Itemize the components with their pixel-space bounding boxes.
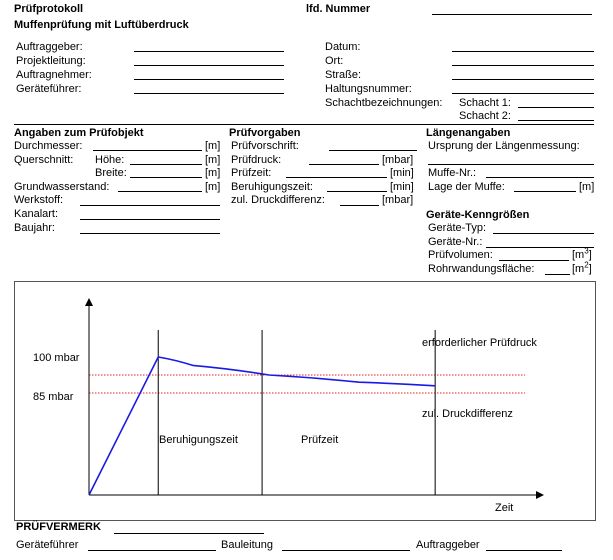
- operator-field[interactable]: [134, 93, 284, 94]
- sleeve-no-field[interactable]: [486, 177, 594, 178]
- place-label: Ort:: [325, 55, 344, 67]
- shaft1-label: Schacht 1:: [459, 97, 511, 109]
- operator-label: Geräteführer:: [16, 83, 82, 95]
- material-label: Werkstoff:: [14, 194, 64, 206]
- test-specs-heading: Prüfvorgaben: [229, 127, 301, 139]
- shaft1-field[interactable]: [518, 107, 594, 108]
- footer-client-label: Auftraggeber: [416, 539, 480, 551]
- pipe-area-field[interactable]: [545, 274, 570, 275]
- project-lead-field[interactable]: [134, 65, 284, 66]
- diameter-field[interactable]: [93, 150, 202, 151]
- duration-label: Prüfzeit:: [231, 167, 272, 179]
- device-number-field[interactable]: [486, 247, 594, 248]
- sleeve-position-unit: [m]: [579, 181, 595, 193]
- footer-site-field[interactable]: [282, 550, 410, 551]
- settle-time-field[interactable]: [327, 191, 387, 192]
- build-year-label: Baujahr:: [14, 222, 55, 234]
- date-label: Datum:: [325, 41, 361, 53]
- channel-type-label: Kanalart:: [14, 208, 59, 220]
- object-heading: Angaben zum Prüfobjekt: [14, 127, 144, 139]
- origin-label: Ursprung der Längenmessung:: [428, 140, 580, 152]
- pressure-unit: [mbar]: [382, 154, 414, 166]
- pipe-area-unit: $[m^2]$: [572, 260, 592, 275]
- regulation-label: Prüfvorschrift:: [231, 140, 299, 152]
- required-pressure-annotation: erforderlicher Prüfdruck: [422, 337, 537, 349]
- groundwater-label: Grundwasserstand:: [14, 181, 110, 193]
- ref-line-label-100: 100 mbar: [33, 352, 80, 364]
- build-year-field[interactable]: [80, 233, 220, 234]
- groundwater-field[interactable]: [118, 191, 202, 192]
- pressure-field[interactable]: [309, 164, 379, 165]
- groundwater-unit: [m]: [205, 181, 221, 193]
- pipe-area-label: Rohrwandungsfläche:: [428, 263, 535, 275]
- allowed-diff-unit: [mbar]: [382, 194, 414, 206]
- width-label: Breite:: [95, 167, 127, 179]
- section-number-field[interactable]: [452, 93, 594, 94]
- settle-phase-label: Beruhigungszeit: [159, 434, 238, 446]
- width-unit: [m]: [205, 167, 221, 179]
- diameter-label: Durchmesser:: [14, 140, 83, 152]
- ref-line-label-85: 85 mbar: [33, 391, 74, 403]
- origin-field[interactable]: [428, 164, 594, 165]
- street-field[interactable]: [452, 79, 594, 80]
- volume-unit: $[m^3]$: [572, 246, 592, 261]
- sleeve-position-field[interactable]: [514, 191, 576, 192]
- project-lead-label: Projektleitung:: [16, 55, 86, 67]
- sleeve-position-label: Lage der Muffe:: [428, 181, 505, 193]
- footer-operator-label: Geräteführer: [16, 539, 79, 551]
- section-number-label: Haltungsnummer:: [325, 83, 412, 95]
- width-field[interactable]: [130, 177, 202, 178]
- settle-time-label: Beruhigungszeit:: [231, 181, 313, 193]
- lengths-heading: Längenangaben: [426, 127, 511, 139]
- sleeve-no-label: Muffe-Nr.:: [428, 167, 477, 179]
- height-label: Höhe:: [95, 154, 125, 166]
- footer-site-label: Bauleitung: [221, 539, 273, 551]
- pressure-chart-svg: [15, 282, 595, 520]
- cross-section-label: Querschnitt:: [14, 154, 74, 166]
- client-label: Auftraggeber:: [16, 41, 83, 53]
- duration-field[interactable]: [286, 177, 387, 178]
- regulation-field[interactable]: [329, 150, 417, 151]
- pressure-label: Prüfdruck:: [231, 154, 282, 166]
- date-field[interactable]: [452, 51, 594, 52]
- client-field[interactable]: [134, 51, 284, 52]
- device-number-label: Geräte-Nr.:: [428, 236, 483, 248]
- pressure-chart: [14, 281, 596, 521]
- duration-unit: [min]: [390, 167, 414, 179]
- device-type-field[interactable]: [493, 233, 594, 234]
- x-axis-label: Zeit: [495, 502, 514, 514]
- volume-label: Prüfvolumen:: [428, 249, 493, 261]
- contractor-field[interactable]: [134, 79, 284, 80]
- number-label: lfd. Nummer: [306, 3, 371, 15]
- contractor-label: Auftragnehmer:: [16, 69, 92, 81]
- footer-client-field[interactable]: [486, 550, 562, 551]
- place-field[interactable]: [452, 65, 594, 66]
- street-label: Straße:: [325, 69, 362, 81]
- number-field[interactable]: [432, 14, 592, 15]
- footer-operator-field[interactable]: [88, 550, 216, 551]
- channel-type-field[interactable]: [80, 219, 220, 220]
- section-divider: [14, 124, 594, 125]
- allowed-diff-field[interactable]: [340, 205, 379, 206]
- verdict-label: PRÜFVERMERK: [16, 521, 101, 533]
- height-field[interactable]: [130, 164, 202, 165]
- shaft-designations-label: Schachtbezeichnungen:: [325, 97, 443, 109]
- doc-subtitle: Muffenprüfung mit Luftüberdruck: [14, 19, 189, 31]
- verdict-field[interactable]: [114, 533, 264, 534]
- shaft2-field[interactable]: [518, 120, 594, 121]
- settle-time-unit: [min]: [390, 181, 414, 193]
- material-field[interactable]: [80, 205, 220, 206]
- device-type-label: Geräte-Typ:: [428, 222, 487, 234]
- diameter-unit: [m]: [205, 140, 221, 152]
- height-unit: [m]: [205, 154, 221, 166]
- volume-field[interactable]: [499, 260, 569, 261]
- allowed-diff-label: zul. Druckdifferenz:: [231, 194, 325, 206]
- allowed-diff-annotation: zul. Druckdifferenz: [422, 408, 513, 420]
- test-phase-label: Prüfzeit: [301, 434, 339, 446]
- shaft2-label: Schacht 2:: [459, 110, 511, 122]
- device-heading: Geräte-Kenngrößen: [426, 209, 530, 221]
- doc-title: Prüfprotokoll: [14, 3, 84, 15]
